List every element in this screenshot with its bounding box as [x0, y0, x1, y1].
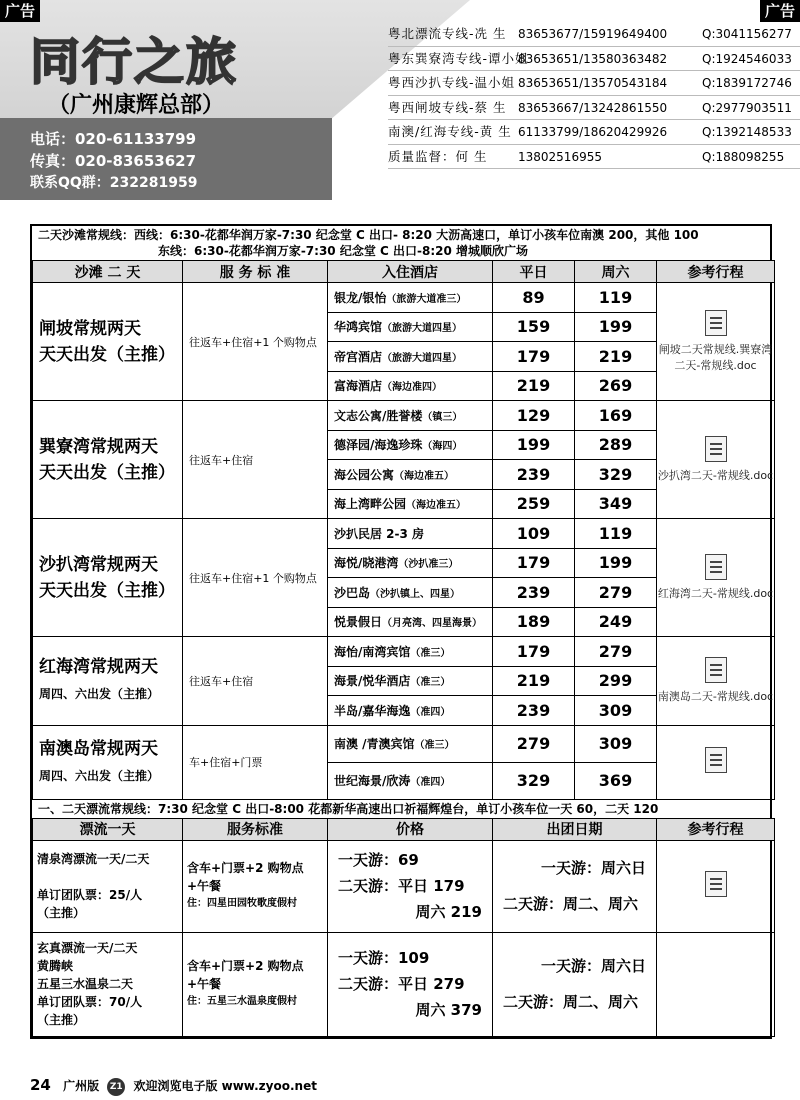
rafting-price-2day: 二天游：平日 179	[338, 877, 465, 895]
hotel-grade: （沙扒准三）	[398, 559, 459, 571]
rafting-service-cell	[183, 932, 328, 1036]
route-contact-phone: 61133799/18620429926	[518, 125, 668, 139]
beach-notice-west: 二天沙滩常规线：西线：6:30-花都华润万家-7:30 纪念堂 C 出口- 8:20 大沥高速口，单订小孩车位南澳 200，其他 100	[38, 228, 699, 242]
rafting-name-2: 黄腾峡	[37, 959, 74, 973]
route-contact-row	[388, 47, 800, 72]
price-saturday: 119	[575, 519, 657, 549]
hotel-name: 沙巴岛	[334, 585, 371, 600]
route-contact-phone: 13802516955	[518, 149, 602, 164]
route-contact-qq: Q:2977903511	[702, 100, 792, 115]
tour-name-cell	[33, 519, 183, 637]
price-saturday: 329	[575, 460, 657, 490]
price-saturday: 289	[575, 430, 657, 460]
col-header: 参考行程	[657, 818, 775, 840]
price-saturday: 269	[575, 371, 657, 401]
tour-service: 车+住宿+门票	[183, 725, 328, 799]
document-icon[interactable]	[705, 871, 727, 897]
hotel-cell	[328, 430, 493, 460]
hotel-name: 德泽园/海逸珍珠	[334, 438, 423, 453]
tour-name-cell	[33, 637, 183, 726]
hotel-cell	[328, 312, 493, 342]
price-saturday: 279	[575, 578, 657, 608]
tour-name-cell	[33, 401, 183, 519]
hotel-cell	[328, 460, 493, 490]
itinerary-cell[interactable]	[657, 519, 775, 637]
rafting-name-cell	[33, 840, 183, 932]
route-contact-name: 粤东巽寮湾专线-谭小姐	[388, 50, 529, 66]
price-saturday: 249	[575, 607, 657, 637]
tour-service: 往返车+住宿+1 个购物点	[183, 519, 328, 637]
route-contact-name: 粤西沙扒专线-温小姐	[388, 75, 516, 90]
price-saturday: 279	[575, 637, 657, 667]
col-header: 服务标准	[183, 818, 328, 840]
col-header: 周六	[575, 261, 657, 283]
table-row	[33, 840, 775, 932]
hotel-grade: （准四）	[410, 706, 451, 718]
rafting-price-2day-sat: 周六 379	[415, 1001, 482, 1019]
rafting-date-2day: 二天游：周二、周六	[503, 895, 639, 913]
itinerary-file[interactable]: 沙扒湾二天-常规线.doc	[657, 469, 774, 482]
document-icon[interactable]	[705, 657, 727, 683]
tour-name: 红海湾常规两天	[39, 657, 158, 678]
col-header: 出团日期	[493, 818, 657, 840]
route-contact-name: 粤西闸坡专线-蔡 生	[388, 99, 507, 115]
hotel-cell	[328, 371, 493, 401]
rafting-tour-table	[32, 818, 775, 1037]
price-saturday: 299	[575, 666, 657, 696]
table-row	[33, 519, 775, 549]
hotel-grade: （准三）	[410, 677, 451, 689]
table-row	[33, 401, 775, 431]
price-weekday: 219	[493, 666, 575, 696]
document-icon[interactable]	[705, 436, 727, 462]
price-weekday: 179	[493, 342, 575, 372]
col-header: 参考行程	[657, 261, 775, 283]
rafting-route-notice: 一、二天漂流常规线：7:30 纪念堂 C 出口-8:00 花都新华高速出口祈福辉煌台，单订小孩车位一天 60，二天 120	[38, 801, 659, 816]
price-weekday: 329	[493, 762, 575, 799]
brand-title: 同行之旅	[30, 33, 238, 91]
contact-qq-group: 联系QQ群：232281959	[30, 175, 198, 191]
hotel-grade: （沙扒镇上、四星）	[370, 588, 461, 600]
hotel-name: 华鸿宾馆	[334, 320, 383, 335]
route-contact-qq: Q:1839172746	[702, 76, 792, 90]
col-header: 服 务 标 准	[183, 261, 328, 283]
rafting-dates-cell	[493, 840, 657, 932]
route-contact-name: 南澳/红海专线-黄 生	[388, 124, 512, 139]
itinerary-cell	[657, 932, 775, 1036]
hotel-grade: （月亮湾、四星海景）	[382, 618, 483, 630]
route-contact-name: 质量监督：何 生	[388, 148, 488, 164]
col-header: 平日	[493, 261, 575, 283]
hotel-name: 文志公寓/胜誉楼	[334, 408, 423, 423]
hotel-cell	[328, 607, 493, 637]
zyoo-logo-icon: Z1	[107, 1078, 125, 1096]
rafting-group-price: 单订团队票：25/人	[37, 888, 143, 902]
document-icon[interactable]	[705, 310, 727, 336]
itinerary-file[interactable]: 南澳岛二天-常规线.doc	[657, 690, 774, 704]
rafting-price-1day: 一天游：69	[338, 851, 419, 869]
hotel-name: 海景/悦华酒店	[334, 674, 411, 689]
hotel-cell	[328, 342, 493, 372]
tour-name: 闸坡常规两天	[39, 318, 141, 339]
price-weekday: 159	[493, 312, 575, 342]
hotel-name: 银龙/银怡	[334, 290, 387, 305]
hotel-cell	[328, 578, 493, 608]
price-weekday: 109	[493, 519, 575, 549]
col-header: 沙滩 二 天	[33, 261, 183, 283]
price-weekday: 239	[493, 460, 575, 490]
rafting-price-1day: 一天游：109	[338, 949, 430, 967]
tour-schedule: 天天出发（主推）	[39, 580, 175, 601]
hotel-cell	[328, 401, 493, 431]
price-saturday: 199	[575, 548, 657, 578]
website-link[interactable]: 欢迎浏览电子版 www.zyoo.net	[133, 1079, 317, 1093]
price-weekday: 239	[493, 696, 575, 726]
hotel-cell	[328, 548, 493, 578]
rafting-price-2day-sat: 周六 219	[415, 903, 482, 921]
price-saturday: 169	[575, 401, 657, 431]
rafting-price-2day: 二天游：平日 279	[338, 975, 465, 993]
price-weekday: 199	[493, 430, 575, 460]
hotel-name: 帝宫酒店	[334, 349, 383, 364]
hotel-cell	[328, 519, 493, 549]
contact-fax: 传真：020-83653627	[30, 152, 197, 170]
tour-name-cell	[33, 725, 183, 799]
hotel-cell	[328, 666, 493, 696]
hotel-name: 南澳 /青澳宾馆	[334, 737, 415, 751]
rafting-service-cell	[183, 840, 328, 932]
page-footer	[30, 1076, 317, 1096]
hotel-name: 海上湾畔公园	[334, 497, 407, 512]
rafting-service: 含车+门票+2 购物点+午餐	[187, 861, 304, 893]
table-header-row	[33, 818, 775, 840]
rafting-group-price: 单订团队票：70/人	[37, 995, 143, 1009]
price-saturday: 309	[575, 725, 657, 762]
tour-schedule: 天天出发（主推）	[39, 462, 175, 483]
itinerary-cell[interactable]	[657, 840, 775, 932]
route-contact-row	[388, 22, 800, 47]
hotel-cell	[328, 725, 493, 762]
col-header: 漂流一天	[33, 818, 183, 840]
itinerary-file[interactable]: 红海湾二天-常规线.doc	[657, 587, 774, 600]
hotel-cell	[328, 283, 493, 313]
tour-schedule: 周四、六出发（主推）	[39, 687, 160, 702]
price-weekday: 219	[493, 371, 575, 401]
tour-schedule: 天天出发（主推）	[39, 344, 175, 365]
hotel-name: 富海酒店	[334, 379, 383, 394]
itinerary-cell[interactable]	[657, 637, 775, 726]
rafting-date-2day: 二天游：周二、周六	[503, 993, 639, 1011]
rafting-price-cell	[328, 932, 493, 1036]
hotel-grade: （海四）	[422, 441, 463, 453]
rafting-recommend: （主推）	[37, 1013, 86, 1027]
table-row	[33, 637, 775, 667]
hotel-cell	[328, 489, 493, 519]
price-saturday: 369	[575, 762, 657, 799]
rafting-name: 清泉湾漂流一天/二天	[37, 852, 150, 866]
route-contact-row	[388, 71, 800, 96]
hotel-grade: （准三）	[414, 740, 455, 751]
edition-label: 广州版	[63, 1079, 100, 1093]
document-icon[interactable]	[705, 747, 727, 773]
rafting-service: 含车+门票+2 购物点+午餐	[187, 959, 304, 991]
route-contact-qq: Q:3041156277	[702, 27, 792, 41]
hotel-grade: （镇三）	[422, 411, 463, 423]
price-saturday: 119	[575, 283, 657, 313]
brand-subtitle: （广州康辉总部）	[48, 93, 225, 118]
ad-label-left: 广告	[0, 0, 40, 22]
document-icon[interactable]	[705, 554, 727, 580]
hotel-grade: （旅游大道四星）	[382, 352, 463, 364]
rafting-name-3: 五星三水温泉二天	[37, 977, 134, 991]
rafting-stay: 住：四星田园牧歌度假村	[187, 898, 297, 909]
hotel-name: 海悦/晓港湾	[334, 556, 399, 571]
beach-notice-east: 东线：6:30-花都华润万家-7:30 纪念堂 C 出口-8:20 增城顺欣广场	[158, 244, 529, 258]
hotel-name: 悦景假日	[334, 615, 383, 630]
hotel-grade: （准四）	[410, 777, 451, 788]
route-contact-row	[388, 120, 800, 145]
hotel-name: 海公园公寓	[334, 467, 395, 482]
beach-tour-table	[32, 260, 775, 800]
rafting-date-1day: 一天游：周六日	[540, 859, 646, 877]
price-weekday: 179	[493, 637, 575, 667]
tour-service: 往返车+住宿	[183, 401, 328, 519]
ad-label-right: 广告	[760, 0, 800, 22]
tour-service: 往返车+住宿	[183, 637, 328, 726]
pricing-panel	[30, 224, 772, 1039]
hotel-grade: （旅游大道准三）	[386, 293, 467, 305]
table-row	[33, 725, 775, 762]
page-number: 24	[30, 1076, 51, 1094]
price-saturday: 349	[575, 489, 657, 519]
route-contact-list	[388, 22, 800, 169]
hotel-grade: （海边准五）	[394, 470, 455, 482]
tour-name: 南澳岛常规两天	[39, 738, 158, 759]
price-weekday: 239	[493, 578, 575, 608]
rafting-date-1day: 一天游：周六日	[540, 957, 646, 975]
hotel-name: 世纪海景/欣涛	[334, 774, 411, 788]
price-weekday: 259	[493, 489, 575, 519]
route-contact-phone: 83653667/13242861550	[518, 100, 668, 115]
rafting-dates-cell	[493, 932, 657, 1036]
hotel-grade: （海边准五）	[406, 500, 467, 512]
price-saturday: 199	[575, 312, 657, 342]
price-saturday: 309	[575, 696, 657, 726]
hotel-grade: （旅游大道四星）	[382, 323, 463, 335]
price-weekday: 279	[493, 725, 575, 762]
route-contact-qq: Q:1924546033	[702, 51, 792, 66]
hotel-grade: （海边准四）	[382, 382, 443, 394]
contact-phone: 电话：020-61133799	[30, 130, 197, 148]
itinerary-cell[interactable]	[657, 401, 775, 519]
route-contact-name: 粤北漂流专线-冼 生	[388, 26, 507, 41]
price-weekday: 89	[493, 283, 575, 313]
hotel-cell	[328, 696, 493, 726]
table-row	[33, 932, 775, 1036]
route-contact-phone: 83653651/13580363482	[518, 51, 668, 66]
hotel-cell	[328, 637, 493, 667]
price-weekday: 189	[493, 607, 575, 637]
hotel-grade: （准三）	[410, 647, 451, 659]
tour-name: 巽寮湾常规两天	[39, 436, 158, 457]
price-weekday: 129	[493, 401, 575, 431]
rafting-name: 玄真漂流一天/二天	[37, 941, 138, 955]
table-header-row	[33, 261, 775, 283]
col-header: 入住酒店	[328, 261, 493, 283]
itinerary-file[interactable]: 闸坡二天常规线.巽寮湾二天-常规线.doc	[658, 343, 773, 372]
rafting-stay: 住：五星三水温泉度假村	[187, 996, 297, 1007]
beach-route-notice	[32, 226, 770, 260]
route-contact-phone: 83653677/15919649400	[518, 27, 668, 41]
itinerary-cell[interactable]	[657, 725, 775, 799]
rafting-price-cell	[328, 840, 493, 932]
hotel-cell	[328, 762, 493, 799]
itinerary-cell[interactable]	[657, 283, 775, 401]
tour-name-cell	[33, 283, 183, 401]
rafting-recommend: （主推）	[37, 906, 86, 920]
tour-schedule: 周四、六出发（主推）	[39, 768, 160, 783]
route-contact-qq: Q:1392148533	[702, 125, 792, 139]
hotel-name: 半岛/嘉华海逸	[334, 703, 411, 718]
hotel-name: 沙扒民居 2-3 房	[334, 526, 425, 541]
price-saturday: 219	[575, 342, 657, 372]
price-weekday: 179	[493, 548, 575, 578]
hotel-name: 海怡/南湾宾馆	[334, 644, 411, 659]
route-contact-row	[388, 145, 800, 170]
route-contact-qq: Q:188098255	[702, 149, 785, 164]
tour-service: 往返车+住宿+1 个购物点	[183, 283, 328, 401]
route-contact-phone: 83653651/13570543184	[518, 76, 668, 90]
table-row	[33, 283, 775, 313]
rafting-name-cell	[33, 932, 183, 1036]
route-contact-row	[388, 96, 800, 121]
tour-name: 沙扒湾常规两天	[39, 554, 158, 575]
col-header: 价格	[328, 818, 493, 840]
